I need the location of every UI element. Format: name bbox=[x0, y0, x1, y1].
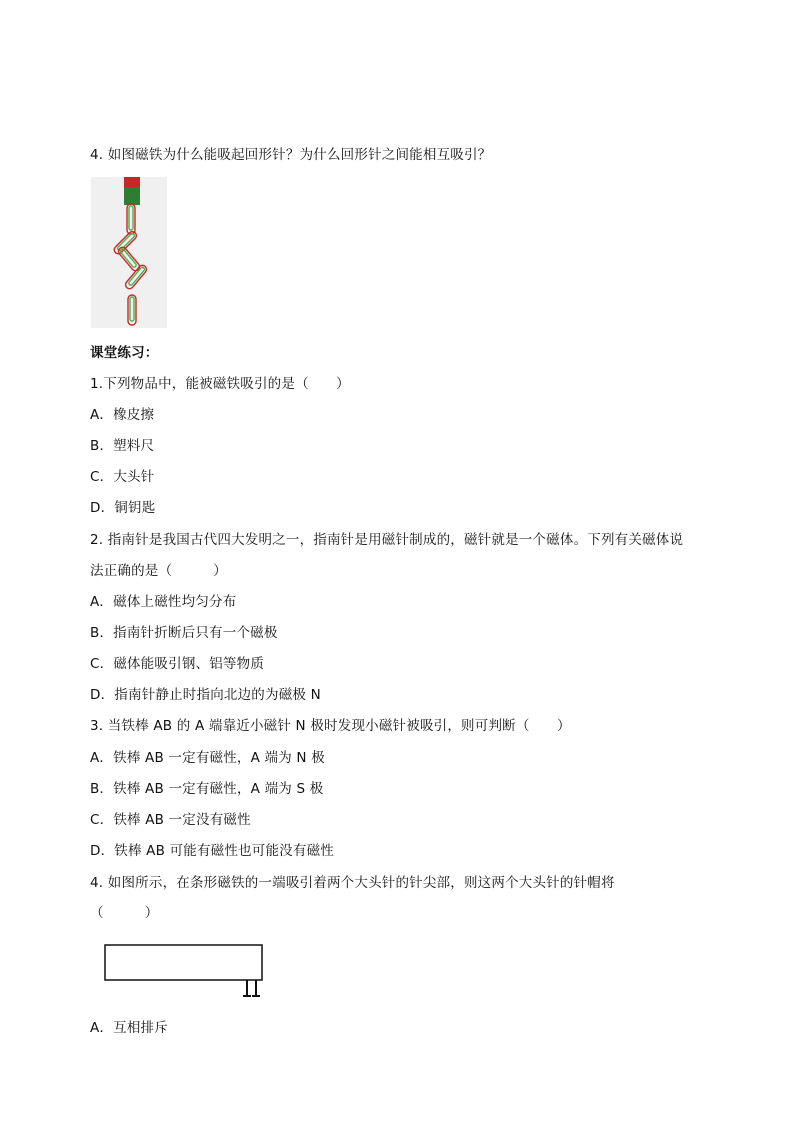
exercise-2-stem-line1: 2. 指南针是我国古代四大发明之一，指南针是用磁针制成的，磁针就是一个磁体。下列有关磁体说 bbox=[90, 532, 684, 548]
bar-magnet-pins-illustration bbox=[100, 940, 270, 1000]
exercise-3-stem: 3. 当铁棒 AB 的 A 端靠近小磁针 N 极时发现小磁针被吸引，则可判断（ ） bbox=[90, 718, 571, 734]
exercise-1-option-c: C．大头针 bbox=[90, 469, 155, 485]
magnet-paperclip-figure bbox=[91, 177, 167, 328]
magnet-paperclip-illustration bbox=[91, 177, 167, 328]
exercise-3-option-d: D．铁棒 AB 可能有磁性也可能没有磁性 bbox=[90, 843, 334, 859]
exercise-1-stem: 1.下列物品中，能被磁铁吸引的是（ ） bbox=[90, 376, 350, 392]
exercise-3-option-c: C．铁棒 AB 一定没有磁性 bbox=[90, 812, 251, 828]
exercise-3-option-b: B．铁棒 AB 一定有磁性，A 端为 S 极 bbox=[90, 781, 324, 797]
exercise-2-option-a: A．磁体上磁性均匀分布 bbox=[90, 594, 237, 610]
bar-magnet-figure bbox=[100, 940, 270, 1000]
exercise-1-option-b: B．塑料尺 bbox=[90, 438, 155, 454]
exercise-2-option-c: C．磁体能吸引钢、铝等物质 bbox=[90, 656, 265, 672]
section-title: 课堂练习： bbox=[90, 345, 159, 361]
exercise-4-stem-line1: 4. 如图所示，在条形磁铁的一端吸引着两个大头针的针尖部，则这两个大头针的针帽将 bbox=[90, 875, 615, 891]
exercise-3-option-a: A．铁棒 AB 一定有磁性，A 端为 N 极 bbox=[90, 750, 325, 766]
exercise-4-option-a: A．互相排斥 bbox=[90, 1020, 168, 1036]
exercise-2-stem-line2: 法正确的是（ ） bbox=[90, 563, 227, 579]
exercise-2-option-b: B．指南针折断后只有一个磁极 bbox=[90, 625, 278, 641]
exercise-2-option-d: D．指南针静止时指向北边的为磁极 N bbox=[90, 687, 321, 703]
exercise-1-option-d: D．铜钥匙 bbox=[90, 500, 156, 516]
question-4-text: 4. 如图磁铁为什么能吸起回形针？为什么回形针之间能相互吸引？ bbox=[90, 147, 492, 163]
exercise-4-stem-line2: （ ） bbox=[90, 905, 159, 921]
exercise-1-option-a: A．橡皮擦 bbox=[90, 407, 155, 423]
